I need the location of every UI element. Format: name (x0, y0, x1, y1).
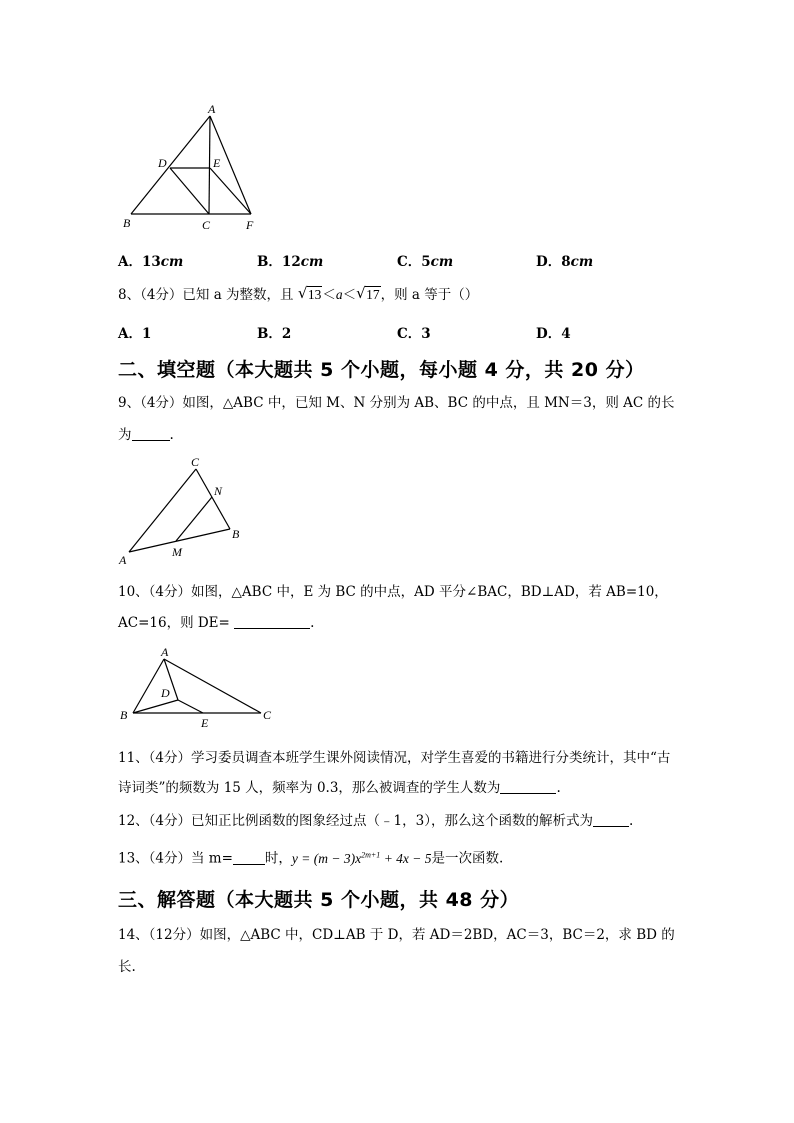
q7-label-a: A (208, 102, 216, 116)
q10-label-d: D (161, 686, 170, 700)
q8-sqrt-17: √ 17 (356, 284, 380, 302)
section-2-title: 二、填空题（本大题共 5 个小题，每小题 4 分，共 20 分） (118, 359, 645, 381)
q7-segment-ab (131, 116, 210, 214)
q7-segment-ac (209, 116, 210, 214)
q13-formula: $y = (m - 3)x^{2m+1} + 4x - 5$ (291, 850, 432, 866)
q10-segment-de (178, 700, 203, 713)
q8-option-b[interactable]: B．2 (257, 326, 292, 342)
q13-answer-blank[interactable] (233, 850, 265, 865)
q13-stem: 13、（4分）当 m= 时，$y = (m - 3)x^{2m+1} + 4x - 5$是一次函数. (118, 850, 504, 867)
q9-stem-line2: 为 . (118, 427, 174, 443)
q9-label-a: A (119, 553, 127, 567)
q9-label-m: M (172, 545, 182, 559)
q10-answer-blank[interactable] (234, 614, 310, 629)
q7-label-f: F (246, 218, 254, 232)
q8-option-a[interactable]: A．1 (118, 326, 152, 342)
q10-stem-line2: AC=16，则 DE= . (118, 615, 315, 631)
q8-option-c[interactable]: C．3 (397, 326, 431, 342)
q10-label-a: A (161, 645, 169, 659)
q7-option-d[interactable]: D．8cm (536, 254, 594, 270)
section-3-title: 三、解答题（本大题共 5 个小题，共 48 分） (118, 889, 520, 911)
q14-stem-line1: 14、（12分）如图，△ABC 中，CD⊥AB 于 D，若 AD＝2BD，AC＝3，BC＝2，求 BD 的 (118, 927, 675, 943)
q7-segment-ef (210, 168, 251, 214)
q7-label-d: D (158, 156, 167, 170)
q7-figure (118, 100, 268, 235)
q10-segment-ac (164, 659, 261, 713)
q7-label-e: E (213, 156, 221, 170)
q7-segment-dc (170, 168, 209, 214)
q8-sqrt-13: √ 13 (297, 284, 322, 302)
q10-label-c: C (263, 708, 272, 722)
q10-figure (118, 642, 278, 732)
q9-segment-cb (196, 469, 230, 529)
q9-label-n: N (214, 484, 223, 498)
q7-option-c[interactable]: C．5cm (397, 254, 454, 270)
q9-label-b: B (232, 527, 240, 541)
q8-stem: 8、（4分）已知 a 为整数，且 √ 13＜a＜ √ 17，则 a 等于（） (118, 284, 479, 303)
q10-label-e: E (201, 716, 209, 730)
q8-option-d[interactable]: D．4 (536, 326, 571, 342)
q7-label-b: B (123, 216, 131, 230)
q9-answer-blank[interactable] (132, 426, 170, 441)
q11-answer-blank[interactable] (500, 779, 556, 794)
q12-stem: 12、（4分）已知正比例函数的图象经过点（﹣1，3），那么这个函数的解析式为 . (118, 813, 634, 829)
q11-stem-line1: 11、（4分）学习委员调查本班学生课外阅读情况，对学生喜爱的书籍进行分类统计，其中“古 (118, 750, 671, 766)
q9-label-c: C (191, 455, 200, 469)
q10-label-b: B (120, 708, 128, 722)
q7-option-b[interactable]: B．12cm (257, 254, 324, 270)
q7-label-c: C (202, 218, 211, 232)
q14-stem-line2: 长. (118, 959, 136, 975)
q10-stem-line1: 10、（4分）如图，△ABC 中，E 为 BC 的中点，AD 平分∠BAC，BD⊥AD，若 AB=10， (118, 584, 668, 600)
q9-stem-line1: 9、（4分）如图，△ABC 中，已知 M、N 分别为 AB、BC 的中点，且 MN＝3，则 AC 的长 (118, 395, 675, 411)
q9-figure (118, 452, 248, 567)
q7-option-a[interactable]: A．13cm (118, 254, 184, 270)
q11-stem-line2: 诗词类”的频数为 15 人，频率为 0.3，那么被调查的学生人数为 . (118, 780, 561, 796)
q12-answer-blank[interactable] (593, 812, 629, 827)
